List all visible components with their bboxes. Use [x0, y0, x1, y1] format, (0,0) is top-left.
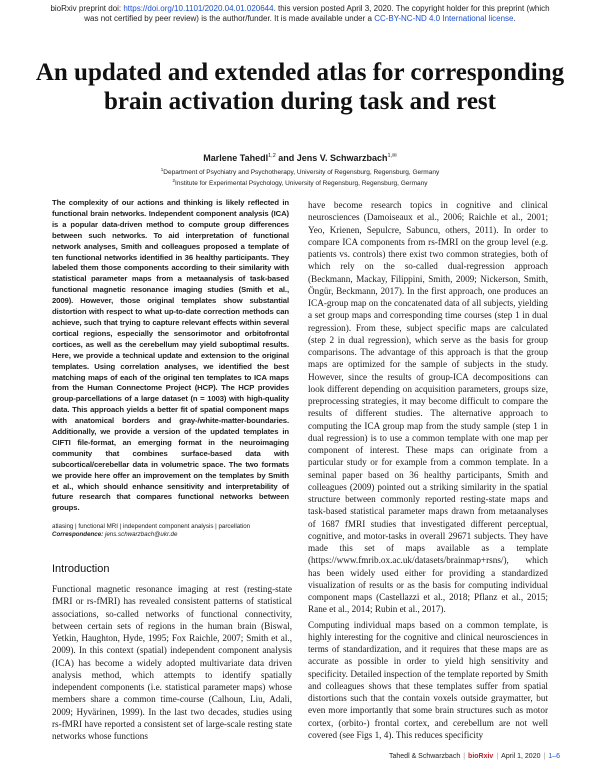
- right-column: [308, 199, 548, 741]
- intro-paragraph: Functional magnetic resonance imaging at rest (resting-state fMRI or rs-fMRI) has revealed consistent patterns of statistical associations, so-called networks of functional connectivity, between certain sets of regions in the human brain (Biswal, Yetkin, Haughton, Hyde, 1995; Fox Raichle, 2007; Smith et al., 2009). In this context (spatial) independent component analysis (ICA) has become a widely adopted multivariate data driven analysis method, which attempts to identify spatially independent components (i.e. statistical parameter maps) whose members share a common time-course (Calhoun, Liu, Adali, 2009; Hyvärinen, 1999). In the last two decades, studies using rs-fMRI have reported a consistent set of large-scale resting state networks whose functions: [52, 584, 292, 741]
- author-name: Marlene Tahedl: [203, 153, 269, 163]
- author-name: Jens V. Schwarzbach: [296, 153, 388, 163]
- keywords-block: [52, 523, 292, 539]
- affiliation: $^1$Department of Psychiatry and Psychotherapy, University of Regensburg, Regensburg, Germany: [160, 167, 440, 176]
- footer-page-range: 1–6: [548, 753, 560, 760]
- preprint-notice: [40, 4, 560, 24]
- correspondence-label: Correspondence:: [52, 531, 105, 538]
- author-join: and: [275, 153, 297, 163]
- affiliations: [0, 166, 600, 188]
- body-paragraph: Computing individual maps based on a common template, is highly interesting for the cognitive and clinical neurosciences in terms of standardization, and it requires that these maps are as accurate as possible in order to yield high sensitivity and specificity. Detailed inspection of the template reported by Smith and colleagues shows that these templates suffer from spatial distortions such that the contain voxels outside graymatter, but even more importantly that some brain structures such as motor cortex, (orbito-) frontal cortex, and cerebellum are not well covered (see Figs 1, 4). This reduces specificity: [308, 619, 548, 740]
- abstract: The complexity of our actions and thinking is likely reflected in functional brain networks. Independent component analysis (ICA) is a popular data-driven method to compute group differences between such networks. To aid interpretation of functional network analyses, Smith and colleagues proposed a template of ten functional networks identified in 36 healthy participants. They labeled them those components according to their similarity with statistical parameter maps from a metaanalysis of task-based functional magnetic resonance imaging studies (Smith et al., 2009). However, those original templates show substantial distortion with respect to what up-to-date correction methods can achieve, such that trying to capture relevant effects within several cortical regions, especially the sensorimotor and orbitofrontal cortices, as well as the cerebellum may yield suboptimal results. Here, we provide a technical update and extension to the original templates. Using correlation analyses, we identified the best matching maps of each of the original ten templates to ICA maps from the Human Connectome Project (HCP). The HCP provides group-parcellations of a large dataset (n = 1003) with high-quality data. This approach yields a better fit of spatial component maps with anatomical borders and gray-/white-matter-boundaries. Additionally, we provide a version of the updated templates in CIFTI file-format, an emerging format in the neuroimaging community that combines surface-based data with subcortical/cerebellar data in volumetric space. The two formats we provide here offer an improvement on the templates by Smith et al., which should enhance sensitivity and interpretability of future research that compares functional networks between groups.: [52, 198, 289, 513]
- preprint-line2-suffix: .: [513, 14, 516, 23]
- doi-link[interactable]: https://doi.org/10.1101/2020.04.01.020644: [123, 4, 274, 13]
- footer-date: April 1, 2020: [501, 753, 541, 760]
- keywords: atlasing | functional MRI | independent component analysis | parcellation: [52, 523, 251, 530]
- body-paragraph: have become research topics in cognitive and clinical neurosciences (Damoiseaux et al., 2006; Raichle et al., 2001; Yeo, Krienen, Sepulcre, Sabuncu, others, 2011). In order to compare ICA components from rs-fMRI on the group level (e.g. patients vs. controls) there exist two common strategies, both of which rely on the so-called dual-regression approach (Beckmann, Mackay, Filippini, Smith, 2009; Nickerson, Smith, Öngür, Beckmann, 2017). In the first approach, one produces an ICA-group map on the concatenated data of all subjects, yielding a set group maps and corresponding time courses (step 1 in dual regression). From these, subject specific maps are calculated (step 2 in dual regression), which serve as the basis for group comparisons. The advantage of this approach is that the group maps are optimized for the sample of subjects in the study. However, since the results of group-ICA decompositions can look different depending on acquisition parameters, groups size, preprocessing strategies, it may become difficult to compare the results of different studies. The alternative approach to computing the ICA group map from the study sample (step 1 in dual regression) is to use a common template with one map per component of interest. These maps can originate from a particular study or for example from a common template. In a seminal paper based on 36 healthy participants, Smith and colleagues (2009) pointed out a striking similarity in the spatial structure between commonly reported resting-state maps and task-based statistical parameter maps drawn from metaanalyses of 1687 fMRI studies that investigated different perceptual, cognitive, and motor-tasks in overall 29671 subjects. They have made this set of maps available as a template (https://www.fmrib.ox.ac.uk/datasets/brainmap+rsns/), which has been widely used either for providing a standardized visualization of results or as the basis for computing individual component maps (Castellazzi et al., 2018; Pflanz et al., 2015; Rane et al., 2014; Rubin et al., 2017).: [308, 200, 548, 615]
- license-link[interactable]: CC-BY-NC-ND 4.0 International license: [374, 14, 514, 23]
- author-list: [0, 151, 600, 164]
- affiliation: $^2$Institute for Experimental Psychology, University of Regensburg, Regensburg, Germany: [172, 178, 428, 187]
- paper-title: An updated and extended atlas for corresponding brain activation during task and rest: [35, 59, 565, 115]
- page-footer: Tahedl & Schwarzbach | bioRxiv | April 1, 2020 | 1–6: [389, 753, 560, 760]
- correspondence-email[interactable]: jens.schwarzbach@ukr.de: [104, 531, 178, 538]
- footer-authors: Tahedl & Schwarzbach: [389, 753, 461, 760]
- section-heading: Introduction: [52, 563, 110, 575]
- author-affiliation-mark: 1,✉: [387, 153, 397, 159]
- author-affiliation-mark: 1,2: [268, 153, 276, 159]
- preprint-line1-prefix: bioRxiv preprint doi:: [50, 4, 124, 13]
- biorxiv-logo: bioRxiv: [468, 753, 494, 760]
- correspondence: [52, 531, 292, 539]
- preprint-line2-prefix: was not certified by peer review) is the author/funder. It is made available under a: [84, 14, 375, 23]
- preprint-line1-suffix: . this version posted April 3, 2020. The copyright holder for this preprint (which: [273, 4, 550, 13]
